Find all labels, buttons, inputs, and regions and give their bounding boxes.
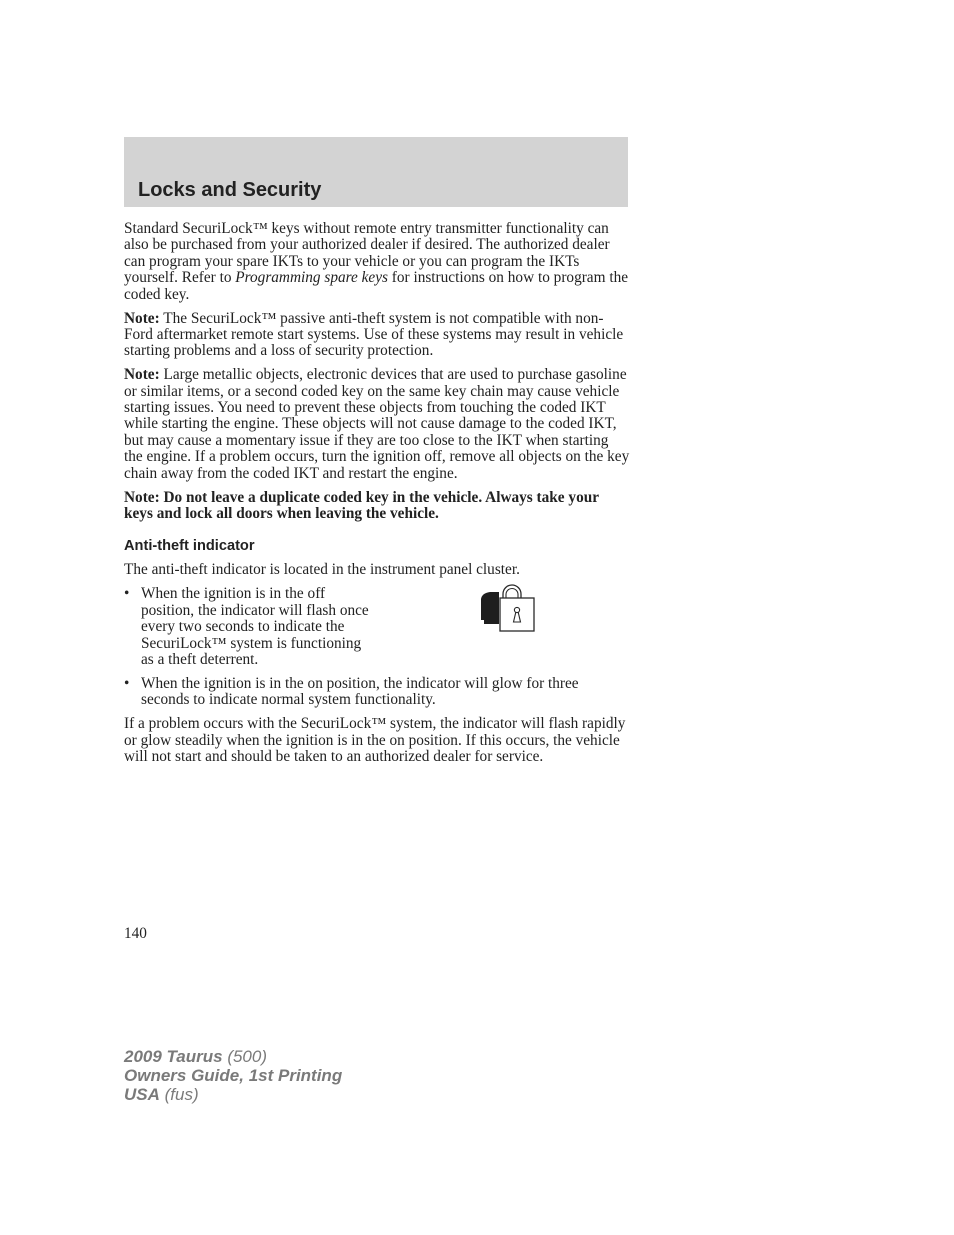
list-item: • When the ignition is in the off position, the indicator will flash once every two seconds to indicate the SecuriLock™ system is functioning as a theft deterrent.: [124, 586, 630, 668]
footer-line-region: USA (fus): [124, 1085, 199, 1104]
section-intro: The anti-theft indicator is located in the instrument panel cluster.: [124, 561, 520, 579]
footer-line-edition: Owners Guide, 1st Printing: [124, 1066, 343, 1085]
footer: [124, 1047, 342, 1104]
anti-theft-car-lock-icon: [476, 582, 538, 638]
note-label: Note:: [124, 366, 160, 384]
note-duplicate-key: Note: Do not leave a duplicate coded key in the vehicle. Always take your keys and lock all doors when leaving the vehicle.: [124, 488, 599, 522]
footer-line-model: 2009 Taurus (500): [124, 1047, 268, 1066]
bullet-marker: •: [124, 674, 130, 692]
note-remote-start: Note: The SecuriLock™ passive anti-theft system is not compatible with non-Ford aftermarket remote start systems. Use of these systems may result in vehicle starting problems and a loss of security protection.: [124, 309, 624, 360]
section-closing: If a problem occurs with the SecuriLock™ system, the indicator will flash rapidly or glow steadily when the ignition is in the on position. If this occurs, the vehicle will not start and should be taken to an authorized dealer for service.: [124, 715, 626, 765]
page-content: [124, 221, 630, 773]
paragraph-spare-keys: Standard SecuriLock™ keys without remote entry transmitter functionality can also be purchased from your authorized dealer if desired. The authorized dealer can program your spare IKTs to your vehicle or you can program the IKTs yourself. Refer to Programming spare keys for instructions on how to program the coded key.: [124, 220, 629, 303]
section-header: [124, 137, 628, 207]
note-label: Note:: [124, 309, 160, 327]
page-number: 140: [124, 925, 147, 942]
list-item: • When the ignition is in the on position, the indicator will glow for three seconds to indicate normal system functionality.: [124, 674, 579, 709]
section-heading: Anti-theft indicator: [124, 538, 255, 555]
link-programming-spare-keys: Programming spare keys: [235, 269, 388, 287]
bullet-marker: •: [124, 585, 130, 603]
page-title: Locks and Security: [138, 179, 322, 201]
note-metallic-objects: Note: Large metallic objects, electronic devices that are used to purchase gasoline or similar items, or a second coded key on the same key chain may cause vehicle starting issues. You need to prevent these objects from touching the coded IKT while starting the engine. These objects will not cause damage to the coded IKT, but may cause a momentary issue if they are too close to the IKT when starting the engine. If a problem occurs, turn the ignition off, remove all objects on the key chain away from the coded IKT and restart the engine.: [124, 366, 630, 482]
